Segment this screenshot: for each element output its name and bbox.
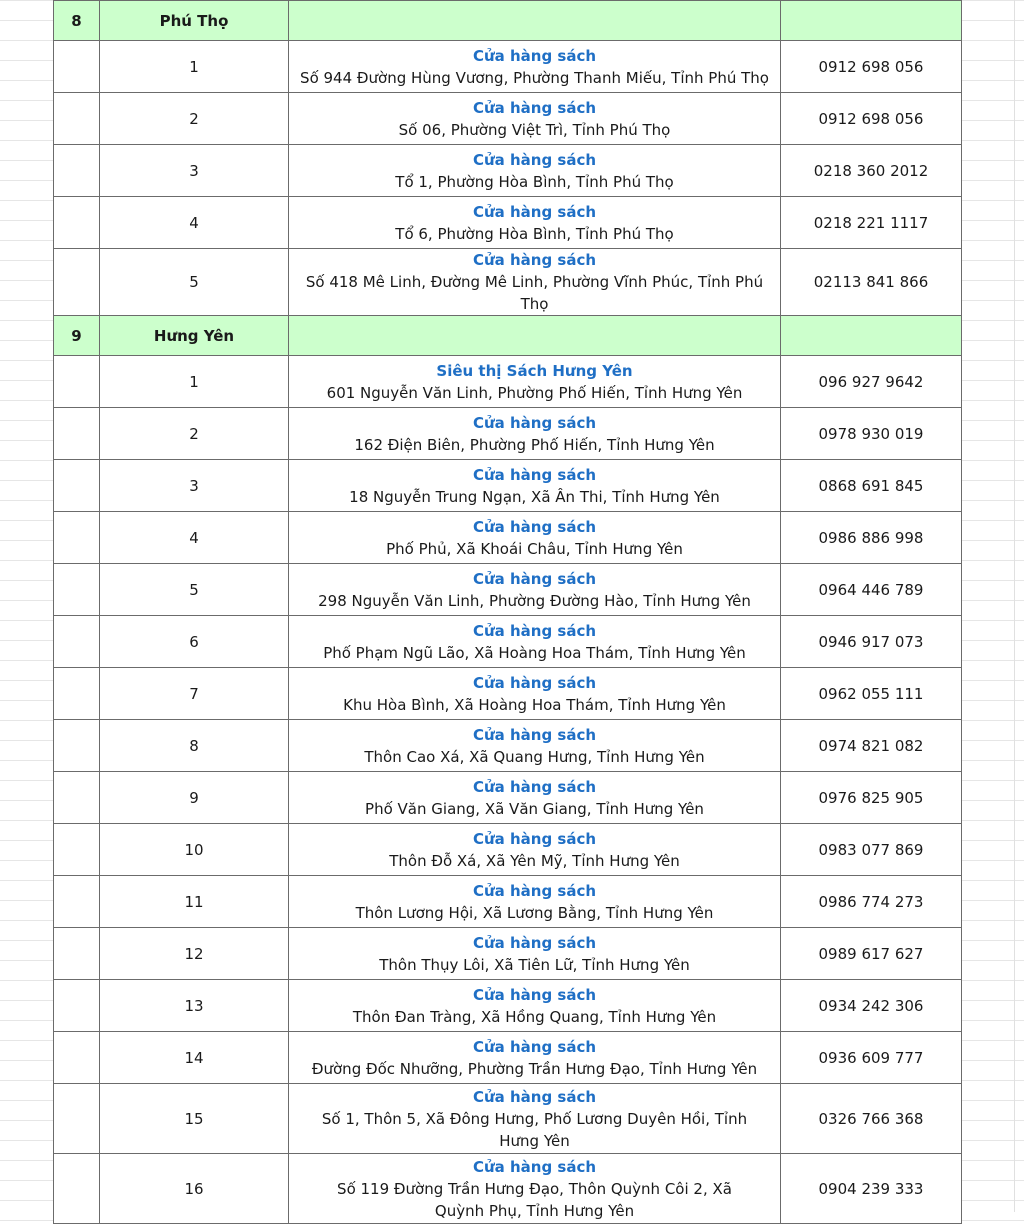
store-row bbox=[54, 668, 962, 720]
region-name-cell[interactable]: Hưng Yên bbox=[100, 316, 289, 356]
store-info-cell[interactable] bbox=[289, 41, 781, 93]
store-info-cell[interactable] bbox=[289, 824, 781, 876]
store-phone-cell[interactable]: 0218 221 1117 bbox=[781, 197, 962, 249]
blank-cell[interactable] bbox=[54, 772, 100, 824]
store-address: Phố Văn Giang, Xã Văn Giang, Tỉnh Hưng Yên bbox=[365, 799, 704, 818]
store-info-cell[interactable] bbox=[289, 772, 781, 824]
store-info-cell[interactable] bbox=[289, 460, 781, 512]
store-row bbox=[54, 408, 962, 460]
store-address: 18 Nguyễn Trung Ngạn, Xã Ân Thi, Tỉnh Hưng Yên bbox=[349, 487, 720, 506]
blank-cell[interactable] bbox=[54, 41, 100, 93]
sheet-gridline bbox=[1014, 0, 1015, 1212]
store-index-cell[interactable]: 2 bbox=[100, 408, 289, 460]
blank-cell[interactable] bbox=[54, 928, 100, 980]
store-row bbox=[54, 93, 962, 145]
store-index-cell[interactable]: 3 bbox=[100, 145, 289, 197]
store-address: 298 Nguyễn Văn Linh, Phường Đường Hào, Tỉnh Hưng Yên bbox=[318, 591, 751, 610]
store-name: Cửa hàng sách bbox=[472, 985, 597, 1004]
store-row bbox=[54, 249, 962, 316]
blank-cell[interactable] bbox=[54, 197, 100, 249]
store-index-cell[interactable]: 10 bbox=[100, 824, 289, 876]
store-index-cell[interactable]: 11 bbox=[100, 876, 289, 928]
store-phone-cell[interactable]: 0964 446 789 bbox=[781, 564, 962, 616]
store-index-cell[interactable]: 2 bbox=[100, 93, 289, 145]
blank-cell[interactable] bbox=[54, 1032, 100, 1084]
store-index-cell[interactable]: 12 bbox=[100, 928, 289, 980]
store-name: Cửa hàng sách bbox=[472, 251, 597, 269]
store-index-cell[interactable]: 5 bbox=[100, 564, 289, 616]
store-phone-cell[interactable]: 0989 617 627 bbox=[781, 928, 962, 980]
store-row bbox=[54, 145, 962, 197]
region-number-cell[interactable]: 8 bbox=[54, 1, 100, 41]
store-name: Cửa hàng sách bbox=[472, 725, 597, 744]
store-phone-cell[interactable]: 0912 698 056 bbox=[781, 93, 962, 145]
store-name: Cửa hàng sách bbox=[472, 1037, 597, 1056]
region-empty-cell[interactable] bbox=[289, 1, 781, 41]
store-info-cell[interactable] bbox=[289, 356, 781, 408]
store-index-cell[interactable]: 9 bbox=[100, 772, 289, 824]
store-index-cell[interactable]: 14 bbox=[100, 1032, 289, 1084]
store-index-cell[interactable]: 8 bbox=[100, 720, 289, 772]
store-name: Cửa hàng sách bbox=[472, 413, 597, 432]
store-row bbox=[54, 824, 962, 876]
store-row bbox=[54, 980, 962, 1032]
store-address: Thôn Thụy Lôi, Xã Tiên Lữ, Tỉnh Hưng Yên bbox=[379, 955, 690, 974]
store-info-cell[interactable] bbox=[289, 512, 781, 564]
blank-cell[interactable] bbox=[54, 564, 100, 616]
store-index-cell[interactable]: 6 bbox=[100, 616, 289, 668]
store-row bbox=[54, 460, 962, 512]
store-address: Khu Hòa Bình, Xã Hoàng Hoa Thám, Tỉnh Hưng Yên bbox=[343, 695, 726, 714]
store-name: Cửa hàng sách bbox=[472, 465, 597, 484]
blank-cell[interactable] bbox=[54, 876, 100, 928]
store-phone-cell[interactable]: 0936 609 777 bbox=[781, 1032, 962, 1084]
store-index-cell[interactable]: 1 bbox=[100, 356, 289, 408]
store-name: Cửa hàng sách bbox=[472, 829, 597, 848]
store-row bbox=[54, 876, 962, 928]
blank-cell[interactable] bbox=[54, 616, 100, 668]
store-phone-cell[interactable]: 0904 239 333 bbox=[781, 1154, 962, 1224]
store-phone-cell[interactable]: 0986 886 998 bbox=[781, 512, 962, 564]
region-number-cell[interactable]: 9 bbox=[54, 316, 100, 356]
store-info-cell[interactable] bbox=[289, 197, 781, 249]
region-empty-cell[interactable] bbox=[781, 316, 962, 356]
store-row bbox=[54, 772, 962, 824]
store-info-cell[interactable] bbox=[289, 980, 781, 1032]
store-name: Cửa hàng sách bbox=[472, 881, 597, 900]
store-row bbox=[54, 928, 962, 980]
store-name: Cửa hàng sách bbox=[472, 202, 597, 221]
blank-cell[interactable] bbox=[54, 668, 100, 720]
store-name: Cửa hàng sách bbox=[472, 621, 597, 640]
store-phone-cell[interactable]: 0946 917 073 bbox=[781, 616, 962, 668]
region-header-row bbox=[54, 1, 962, 41]
store-address: Thôn Lương Hội, Xã Lương Bằng, Tỉnh Hưng Yên bbox=[355, 903, 714, 922]
region-empty-cell[interactable] bbox=[289, 316, 781, 356]
store-index-cell[interactable]: 4 bbox=[100, 197, 289, 249]
store-address: 162 Điện Biên, Phường Phố Hiến, Tỉnh Hưng Yên bbox=[354, 435, 715, 454]
store-address: Số 119 Đường Trần Hưng Đạo, Thôn Quỳnh Côi 2, Xã Quỳnh Phụ, Tỉnh Hưng Yên bbox=[337, 1179, 732, 1220]
store-info-cell[interactable] bbox=[289, 616, 781, 668]
blank-cell[interactable] bbox=[54, 824, 100, 876]
blank-cell[interactable] bbox=[54, 1084, 100, 1154]
store-info-cell[interactable] bbox=[289, 249, 781, 316]
store-address: Thôn Đỗ Xá, Xã Yên Mỹ, Tỉnh Hưng Yên bbox=[389, 851, 680, 870]
store-address: Phố Phạm Ngũ Lão, Xã Hoàng Hoa Thám, Tỉnh Hưng Yên bbox=[323, 643, 746, 662]
blank-cell[interactable] bbox=[54, 249, 100, 316]
store-info-cell[interactable] bbox=[289, 1032, 781, 1084]
blank-cell[interactable] bbox=[54, 460, 100, 512]
store-phone-cell[interactable]: 0934 242 306 bbox=[781, 980, 962, 1032]
store-row bbox=[54, 564, 962, 616]
store-phone-cell[interactable]: 0912 698 056 bbox=[781, 41, 962, 93]
region-header-row bbox=[54, 316, 962, 356]
blank-cell[interactable] bbox=[54, 512, 100, 564]
store-info-cell[interactable] bbox=[289, 876, 781, 928]
store-phone-cell[interactable]: 0962 055 111 bbox=[781, 668, 962, 720]
store-address: Phố Phủ, Xã Khoái Châu, Tỉnh Hưng Yên bbox=[386, 539, 683, 558]
store-address: Số 06, Phường Việt Trì, Tỉnh Phú Thọ bbox=[398, 120, 671, 139]
store-name: Cửa hàng sách bbox=[472, 777, 597, 796]
store-index-cell[interactable]: 3 bbox=[100, 460, 289, 512]
store-name: Cửa hàng sách bbox=[472, 517, 597, 536]
store-name: Cửa hàng sách bbox=[472, 569, 597, 588]
store-address: Thôn Đan Tràng, Xã Hồng Quang, Tỉnh Hưng Yên bbox=[352, 1007, 717, 1026]
store-row bbox=[54, 356, 962, 408]
store-name: Cửa hàng sách bbox=[472, 46, 597, 65]
store-address: Thôn Cao Xá, Xã Quang Hưng, Tỉnh Hưng Yên bbox=[364, 747, 705, 766]
store-row bbox=[54, 1084, 962, 1154]
store-info-cell[interactable] bbox=[289, 564, 781, 616]
store-phone-cell[interactable]: 0326 766 368 bbox=[781, 1084, 962, 1154]
blank-cell[interactable] bbox=[54, 980, 100, 1032]
store-info-cell[interactable] bbox=[289, 668, 781, 720]
store-info-cell[interactable] bbox=[289, 720, 781, 772]
blank-cell[interactable] bbox=[54, 1154, 100, 1224]
store-address: Đường Đốc Nhưỡng, Phường Trần Hưng Đạo, Tỉnh Hưng Yên bbox=[311, 1059, 758, 1078]
blank-cell[interactable] bbox=[54, 408, 100, 460]
store-info-cell[interactable] bbox=[289, 145, 781, 197]
store-phone-cell[interactable]: 02113 841 866 bbox=[781, 249, 962, 316]
store-name: Cửa hàng sách bbox=[472, 150, 597, 169]
store-phone-cell[interactable]: 0983 077 869 bbox=[781, 824, 962, 876]
store-address: 601 Nguyễn Văn Linh, Phường Phố Hiến, Tỉnh Hưng Yên bbox=[326, 383, 743, 402]
store-address: Số 1, Thôn 5, Xã Đông Hưng, Phố Lương Duyên Hồi, Tỉnh Hưng Yên bbox=[321, 1109, 748, 1150]
store-name: Siêu thị Sách Hưng Yên bbox=[436, 361, 633, 380]
store-info-cell[interactable] bbox=[289, 93, 781, 145]
store-index-cell[interactable]: 1 bbox=[100, 41, 289, 93]
store-index-cell[interactable]: 5 bbox=[100, 249, 289, 316]
blank-cell[interactable] bbox=[54, 356, 100, 408]
store-phone-cell[interactable]: 0976 825 905 bbox=[781, 772, 962, 824]
store-name: Cửa hàng sách bbox=[472, 1087, 597, 1106]
store-name: Cửa hàng sách bbox=[472, 98, 597, 117]
store-info-cell[interactable] bbox=[289, 928, 781, 980]
store-info-cell[interactable] bbox=[289, 408, 781, 460]
store-phone-cell[interactable]: 096 927 9642 bbox=[781, 356, 962, 408]
region-name-cell[interactable]: Phú Thọ bbox=[100, 1, 289, 41]
store-row bbox=[54, 41, 962, 93]
store-name: Cửa hàng sách bbox=[472, 933, 597, 952]
store-row bbox=[54, 616, 962, 668]
store-row bbox=[54, 720, 962, 772]
store-phone-cell[interactable]: 0974 821 082 bbox=[781, 720, 962, 772]
store-name: Cửa hàng sách bbox=[472, 673, 597, 692]
store-phone-cell[interactable]: 0978 930 019 bbox=[781, 408, 962, 460]
store-phone-cell[interactable]: 0986 774 273 bbox=[781, 876, 962, 928]
store-address: Số 944 Đường Hùng Vương, Phường Thanh Miếu, Tỉnh Phú Thọ bbox=[300, 68, 769, 87]
store-address: Tổ 1, Phường Hòa Bình, Tỉnh Phú Thọ bbox=[395, 172, 674, 191]
store-name: Cửa hàng sách bbox=[472, 1157, 597, 1176]
bookstore-table bbox=[53, 0, 962, 1224]
store-info-cell[interactable] bbox=[289, 1154, 781, 1224]
store-index-cell[interactable]: 15 bbox=[100, 1084, 289, 1154]
store-row bbox=[54, 197, 962, 249]
store-index-cell[interactable]: 7 bbox=[100, 668, 289, 720]
blank-cell[interactable] bbox=[54, 145, 100, 197]
store-row bbox=[54, 1032, 962, 1084]
store-index-cell[interactable]: 16 bbox=[100, 1154, 289, 1224]
store-phone-cell[interactable]: 0868 691 845 bbox=[781, 460, 962, 512]
store-row bbox=[54, 512, 962, 564]
store-info-cell[interactable] bbox=[289, 1084, 781, 1154]
store-row bbox=[54, 1154, 962, 1224]
store-address: Tổ 6, Phường Hòa Bình, Tỉnh Phú Thọ bbox=[395, 224, 674, 243]
store-address: Số 418 Mê Linh, Đường Mê Linh, Phường Vĩnh Phúc, Tỉnh Phú Thọ bbox=[305, 273, 764, 313]
region-empty-cell[interactable] bbox=[781, 1, 962, 41]
store-phone-cell[interactable]: 0218 360 2012 bbox=[781, 145, 962, 197]
store-index-cell[interactable]: 4 bbox=[100, 512, 289, 564]
blank-cell[interactable] bbox=[54, 93, 100, 145]
store-index-cell[interactable]: 13 bbox=[100, 980, 289, 1032]
blank-cell[interactable] bbox=[54, 720, 100, 772]
